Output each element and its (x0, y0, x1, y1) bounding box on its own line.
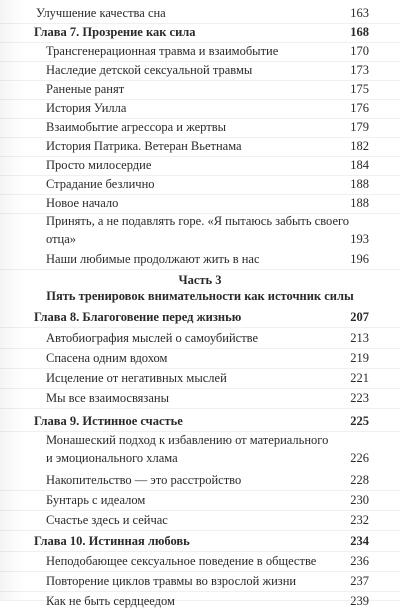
toc-entry-page: 188 (350, 196, 369, 210)
toc-chapter[interactable] (0, 531, 400, 552)
toc-entry[interactable] (0, 60, 400, 81)
toc-entry-page: 226 (350, 451, 369, 465)
toc-entry[interactable] (0, 79, 400, 100)
toc-entry-page: 170 (350, 44, 369, 58)
toc-entry-page: 196 (350, 252, 369, 266)
toc-entry-title: Страдание безлично (46, 177, 155, 191)
toc-entry-title-line2: и эмоционального хлама (46, 451, 178, 465)
toc-chapter-title: Глава 9. Истинное счастье (34, 414, 183, 428)
toc-entry-page: 239 (350, 594, 369, 608)
toc-entry-title: Счастье здесь и сейчас (46, 513, 168, 527)
toc-entry-page: 228 (350, 473, 369, 487)
toc-chapter-title: Глава 10. Истинная любовь (34, 534, 190, 548)
toc-entry-title: Наследие детской сексуальной травмы (46, 63, 253, 77)
toc-entry-page: 213 (350, 331, 369, 345)
toc-chapter-page: 168 (350, 25, 369, 39)
toc-entry-title: История Патрика. Ветеран Вьетнама (46, 139, 242, 153)
toc-entry-title: Бунтарь с идеалом (46, 493, 146, 507)
toc-entry-multiline[interactable] (46, 431, 369, 467)
toc-entry-page: 232 (350, 513, 369, 527)
toc-chapter-page: 207 (350, 310, 369, 324)
toc-entry-page: 230 (350, 493, 369, 507)
part-title: Часть 3 (178, 273, 222, 287)
toc-entry-title: Повторение циклов травмы во взрослой жизни (46, 574, 297, 588)
toc-entry-title: Наши любимые продолжают жить в нас (46, 252, 260, 266)
toc-entry[interactable] (0, 155, 400, 176)
toc-entry-title-line1: Монашеский подход к избавлению от материального (46, 433, 329, 447)
toc-entry-page: 184 (350, 158, 369, 172)
toc-entry[interactable] (0, 328, 400, 349)
toc-entry-page: 219 (350, 351, 369, 365)
toc-entry[interactable] (0, 193, 400, 214)
toc-entry-page: 193 (350, 232, 369, 246)
toc-entry[interactable] (0, 249, 400, 270)
toc-entry-title: Неподобающее сексуальное поведение в обществе (46, 554, 317, 568)
toc-entry-title: Мы все взаимосвязаны (46, 391, 169, 405)
part-subtitle: Пять тренировок внимательности как источник силы (46, 289, 354, 303)
toc-entry[interactable] (0, 3, 400, 24)
toc-entry-page: 188 (350, 177, 369, 191)
toc-entry[interactable] (0, 510, 400, 531)
toc-chapter[interactable] (0, 411, 400, 432)
toc-entry-title-line1: Принять, а не подавлять горе. «Я пытаюсь забыть своего (46, 214, 350, 228)
toc-entry-page: 237 (350, 574, 369, 588)
toc-entry-title: Как не быть сердцеедом (46, 594, 175, 608)
toc-entry-page: 175 (350, 82, 369, 96)
toc-entry-page: 236 (350, 554, 369, 568)
toc-entry-page: 182 (350, 139, 369, 153)
toc-chapter[interactable] (0, 307, 400, 328)
toc-entry-title: Просто милосердие (46, 158, 152, 172)
toc-chapter-title: Глава 8. Благоговение перед жизнью (34, 310, 242, 324)
toc-chapter[interactable] (0, 22, 400, 43)
toc-entry-title: Накопительство — это расстройство (46, 473, 242, 487)
toc-entry[interactable] (0, 41, 400, 62)
toc-entry[interactable] (0, 98, 400, 119)
toc-entry-title: История Уилла (46, 101, 127, 115)
toc-chapter-page: 225 (350, 414, 369, 428)
toc-entry[interactable] (0, 174, 400, 195)
toc-entry-page: 173 (350, 63, 369, 77)
toc-chapter-title: Глава 7. Прозрение как сила (34, 25, 196, 39)
toc-entry-page: 176 (350, 101, 369, 115)
toc-entry-title: Улучшение качества сна (36, 6, 166, 20)
toc-entry[interactable] (0, 136, 400, 157)
toc-entry-page: 223 (350, 391, 369, 405)
toc-entry[interactable] (0, 490, 400, 511)
toc-entry[interactable] (0, 368, 400, 389)
toc-entry[interactable] (0, 551, 400, 572)
toc-chapter-page: 234 (350, 534, 369, 548)
toc-entry[interactable] (0, 470, 400, 491)
toc-entry-title: Автобиография мыслей о самоубийстве (46, 331, 259, 345)
toc-entry[interactable] (0, 348, 400, 369)
toc-entry-page: 163 (350, 6, 369, 20)
toc-entry-title: Раненые ранят (46, 82, 125, 96)
toc-entry-page: 221 (350, 371, 369, 385)
toc-entry-title-line2: отца» (46, 232, 77, 246)
toc-entry-title: Взаимобытие агрессора и жертвы (46, 120, 226, 134)
toc-entry-title: Исцеление от негативных мыслей (46, 371, 227, 385)
toc-entry-title: Новое начало (46, 196, 119, 210)
toc-entry-title: Спасена одним вдохом (46, 351, 168, 365)
toc-entry-multiline[interactable] (46, 212, 369, 248)
toc-entry[interactable] (0, 388, 400, 409)
toc-entry-page: 179 (350, 120, 369, 134)
toc-entry[interactable] (0, 571, 400, 592)
toc-entry[interactable] (0, 117, 400, 138)
toc-entry-title: Трансгенерационная травма и взаимобытие (46, 44, 279, 58)
